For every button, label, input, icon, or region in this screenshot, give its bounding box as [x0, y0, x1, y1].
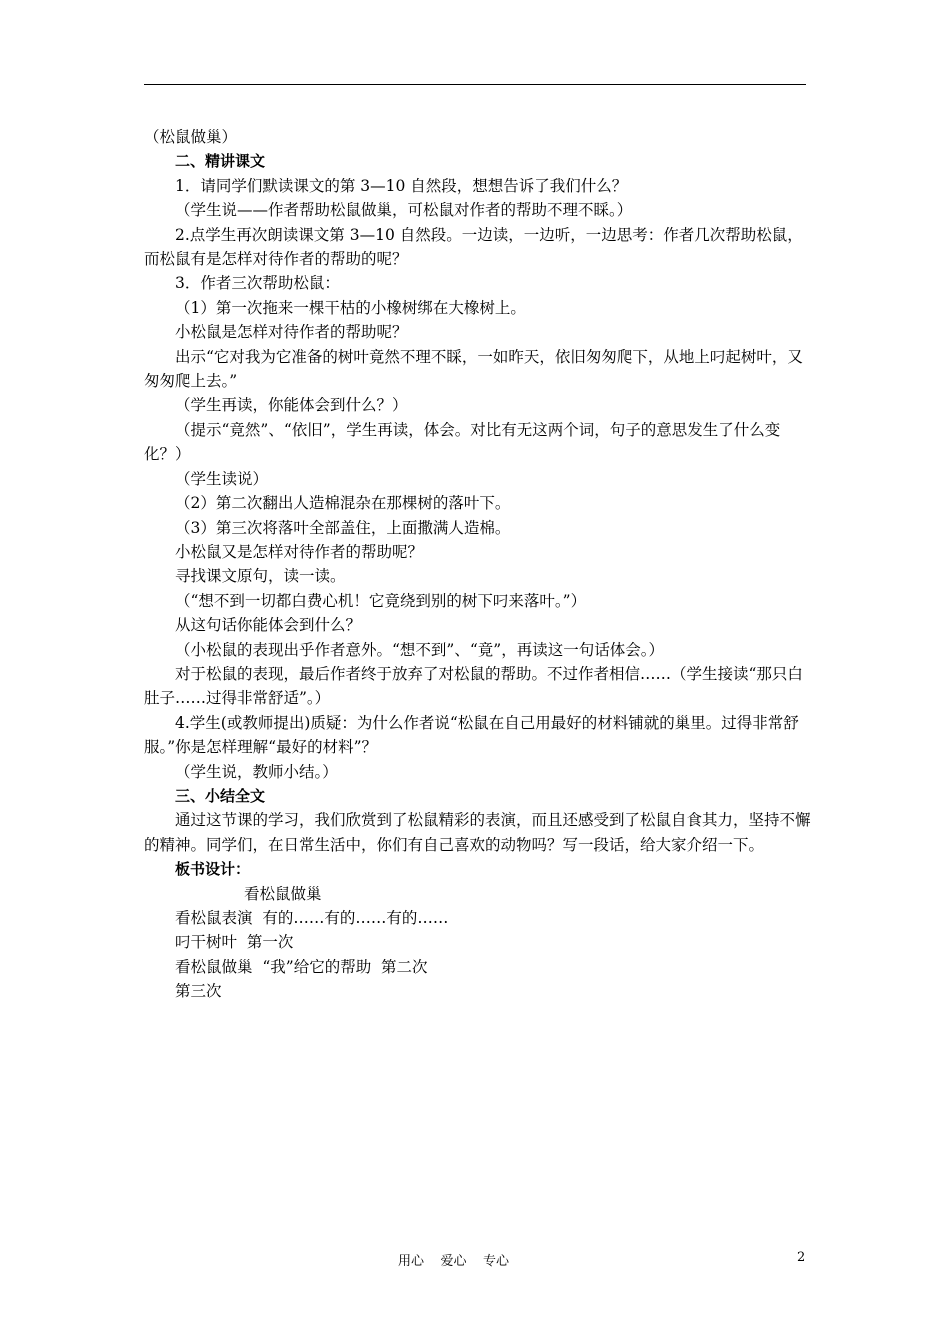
paragraph: 寻找课文原句，读一读。 — [175, 567, 346, 586]
paragraph: （学生再读，你能体会到什么？） — [175, 396, 408, 415]
paragraph: 第三次 — [175, 982, 222, 1001]
paragraph: 2.点学生再次朗读课文第 3—10 自然段。一边读，一边听，一边思考：作者几次帮助松鼠，而松鼠有是怎样对待作者的帮助的呢？ — [144, 225, 803, 269]
paragraph: 从这句话你能体会到什么？ — [175, 616, 362, 635]
section-heading: 二、精讲课文 — [175, 152, 266, 171]
paragraph: （“想不到一切都白费心机！它竟绕到别的树下叼来落叶。”） — [175, 591, 587, 610]
footer-motto: 用心 爱心 专心 — [398, 1254, 510, 1269]
paragraph: 看松鼠表演 有的……有的……有的…… — [175, 909, 449, 927]
paragraph: 3．作者三次帮助松鼠： — [175, 274, 340, 293]
paragraph: （提示“竟然”、“依旧”，学生再读，体会。对比有无这两个词，句子的意思发生了什么变化？） — [144, 420, 781, 464]
paragraph: （2）第二次翻出人造棉混杂在那棵树的落叶下。 — [175, 494, 511, 513]
paragraph: （1）第一次拖来一棵干枯的小橡树绑在大橡树上。 — [175, 298, 526, 317]
paragraph: 对于松鼠的表现，最后作者终于放弃了对松鼠的帮助。不过作者相信……（学生接读“那只白肚子……过得非常舒适”。） — [144, 664, 803, 708]
paragraph: （学生说——作者帮助松鼠做巢，可松鼠对作者的帮助不理不睬。） — [175, 201, 633, 220]
paragraph: 1．请同学们默读课文的第 3—10 自然段，想想告诉了我们什么？ — [175, 176, 628, 195]
paragraph: 通过这节课的学习，我们欣赏到了松鼠精彩的表演，而且还感受到了松鼠自食其力，坚持不懈的精神。同学们，在日常生活中，你们有自己喜欢的动物吗？写一段话，给大家介绍一下。 — [144, 811, 811, 854]
paragraph: 看松鼠做巢 — [244, 884, 322, 903]
paragraph: （小松鼠的表现出乎作者意外。“想不到”、“竟”，再读这一句话体会。） — [175, 640, 664, 659]
paragraph: 叼干树叶 第一次 — [175, 933, 294, 952]
paragraph: 小松鼠又是怎样对待作者的帮助呢？ — [175, 542, 424, 561]
paragraph: 出示“它对我为它准备的树叶竟然不理不睬，一如昨天，依旧匆匆爬下，从地上叼起树叶，又匆匆爬上去。” — [144, 347, 803, 391]
header-rule — [144, 84, 806, 85]
paragraph: 看松鼠做巢 “我”给它的帮助 第二次 — [175, 957, 428, 976]
paragraph: 4.学生(或教师提出)质疑：为什么作者说“松鼠在自己用最好的材料铺就的巢里。过得非常舒服。”你是怎样理解“最好的材料”？ — [144, 713, 799, 757]
paragraph: （松鼠做巢） — [144, 128, 238, 146]
section-heading: 三、小结全文 — [175, 786, 266, 805]
paragraph: （学生说，教师小结。） — [175, 762, 338, 781]
paragraph: （学生读说） — [175, 469, 269, 488]
page-number: 2 — [797, 1250, 806, 1265]
paragraph: （3）第三次将落叶全部盖住，上面撒满人造棉。 — [175, 518, 511, 537]
document-body — [144, 125, 812, 1004]
paragraph: 小松鼠是怎样对待作者的帮助呢？ — [175, 323, 408, 342]
section-heading: 板书设计： — [175, 860, 251, 879]
